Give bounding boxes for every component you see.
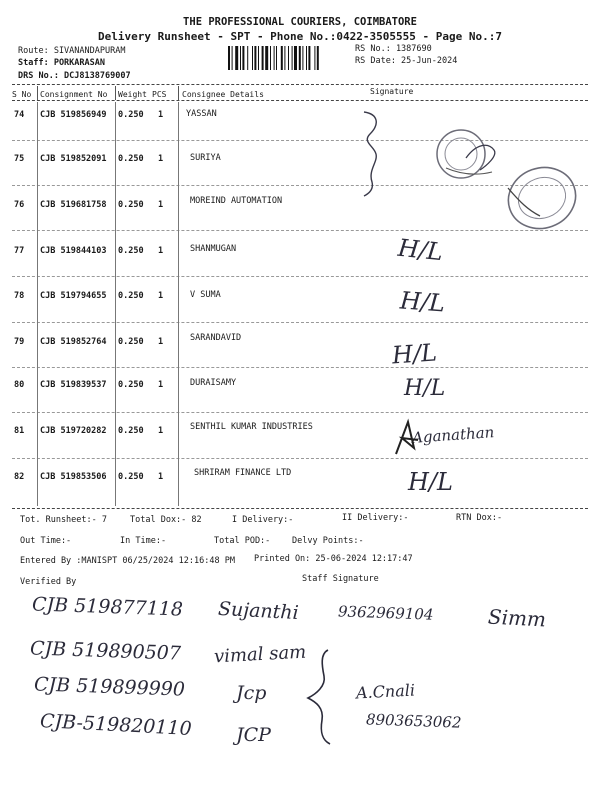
row-weight: 0.250 xyxy=(118,154,144,164)
handwritten-phone-1: 9362969104 xyxy=(337,602,434,624)
handwritten-receiver-sign: A.Cnali xyxy=(355,680,416,703)
row-divider xyxy=(12,322,588,323)
row-sno: 79 xyxy=(14,337,25,347)
footer-rule xyxy=(12,508,588,509)
rtn-dox: RTN Dox:- xyxy=(456,513,503,523)
col-divider xyxy=(37,86,38,100)
handwritten-cjb-2: CJB 519890507 xyxy=(29,637,182,665)
row-weight: 0.250 xyxy=(118,291,144,301)
barcode xyxy=(228,46,346,72)
handwritten-sign-1: Simm xyxy=(487,604,547,632)
rs-number: RS No.: 1387690 xyxy=(355,44,432,54)
verified-by: Verified By xyxy=(20,577,77,587)
row-pcs: 1 xyxy=(158,200,164,210)
handwritten-brace xyxy=(300,646,340,746)
row-divider xyxy=(12,367,588,368)
handwritten-name-4: JCP xyxy=(236,724,271,746)
ii-delivery: II Delivery:- xyxy=(342,513,409,523)
runsheet-subtitle: Delivery Runsheet - SPT - Phone No.:0422-3505555 - Page No.:7 xyxy=(98,30,502,43)
row-consignee: SENTHIL KUMAR INDUSTRIES xyxy=(190,422,313,432)
handwritten-name-1: Sujanthi xyxy=(217,597,300,625)
row-signature: H/L xyxy=(391,338,438,370)
entered-by: Entered By :MANISPT 06/25/2024 12:16:48 PM xyxy=(20,556,235,566)
col-divider xyxy=(37,102,38,506)
staff-label: Staff: PORKARASAN xyxy=(18,58,105,68)
row-signature: H/L xyxy=(399,286,446,318)
row-weight: 0.250 xyxy=(118,200,144,210)
row-pcs: 1 xyxy=(158,110,164,120)
tot-runsheet: Tot. Runsheet:- 7 xyxy=(20,515,107,525)
row-divider xyxy=(12,412,588,413)
row-consignment: CJB 519720282 xyxy=(40,426,107,436)
drs-number: DRS No.: DCJ8138769007 xyxy=(18,71,131,81)
row-weight: 0.250 xyxy=(118,246,144,256)
handwritten-cjb-1: CJB 519877118 xyxy=(31,593,184,621)
route-label: Route: SIVANANDAPURAM xyxy=(18,46,126,56)
row-consignee: SURIYA xyxy=(190,153,221,163)
col-pcs: PCS xyxy=(152,90,167,99)
col-signature: Signature xyxy=(370,87,414,96)
row-consignment: CJB 519794655 xyxy=(40,291,107,301)
col-consignee: Consignee Details xyxy=(182,90,264,99)
company-title: THE PROFESSIONAL COURIERS, COIMBATORE xyxy=(183,16,417,28)
rs-date: RS Date: 25-Jun-2024 xyxy=(355,56,458,66)
col-weight: Weight xyxy=(118,90,147,99)
row-consignment: CJB 519856949 xyxy=(40,110,107,120)
col-divider xyxy=(115,102,116,506)
row-weight: 0.250 xyxy=(118,110,144,120)
row-pcs: 1 xyxy=(158,291,164,301)
row-sno: 76 xyxy=(14,200,25,210)
scribble-mark xyxy=(392,418,422,458)
handwritten-cjb-3: CJB 519899990 xyxy=(33,673,186,701)
row-consignment: CJB 519681758 xyxy=(40,200,107,210)
row-weight: 0.250 xyxy=(118,426,144,436)
handwritten-name-3: Jcp xyxy=(236,682,267,704)
row-sno: 80 xyxy=(14,380,25,390)
row-pcs: 1 xyxy=(158,426,164,436)
row-pcs: 1 xyxy=(158,472,164,482)
row-signature-handwritten: Aganathan xyxy=(411,423,495,447)
handwritten-receiver-phone: 8903653062 xyxy=(365,710,462,732)
handwritten-name-2: vimal sam xyxy=(213,641,307,668)
row-consignment: CJB 519839537 xyxy=(40,380,107,390)
row-divider xyxy=(12,276,588,277)
out-time: Out Time:- xyxy=(20,536,72,546)
row-consignee: MOREIND AUTOMATION xyxy=(190,196,283,206)
col-divider xyxy=(178,86,179,100)
col-divider xyxy=(115,86,116,100)
row-consignment: CJB 519852764 xyxy=(40,337,107,347)
row-consignee: SARANDAVID xyxy=(190,333,242,343)
signature-bracket xyxy=(360,100,390,200)
row-sno: 82 xyxy=(14,472,25,482)
row-signature: H/L xyxy=(396,233,445,267)
row-weight: 0.250 xyxy=(118,472,144,482)
row-consignee: YASSAN xyxy=(186,109,217,119)
row-sno: 81 xyxy=(14,426,25,436)
row-consignee: SHANMUGAN xyxy=(190,244,237,254)
row-sno: 78 xyxy=(14,291,25,301)
row-divider xyxy=(12,458,588,459)
row-signature: H/L xyxy=(404,376,446,401)
row-pcs: 1 xyxy=(158,246,164,256)
row-consignment: CJB 519844103 xyxy=(40,246,107,256)
delvy-points: Delvy Points:- xyxy=(292,536,364,546)
company-seal xyxy=(500,158,585,238)
col-divider xyxy=(178,102,179,506)
col-consignment: Consignment No xyxy=(40,90,108,99)
row-pcs: 1 xyxy=(158,380,164,390)
staff-signature-label: Staff Signature xyxy=(302,574,379,584)
row-pcs: 1 xyxy=(158,154,164,164)
col-sno: S No xyxy=(12,90,32,99)
row-weight: 0.250 xyxy=(118,337,144,347)
row-sno: 75 xyxy=(14,154,25,164)
total-dox: Total Dox:- 82 xyxy=(130,515,202,525)
in-time: In Time:- xyxy=(120,536,167,546)
row-weight: 0.250 xyxy=(118,380,144,390)
handwritten-cjb-4: CJB-519820110 xyxy=(39,710,193,740)
row-consignment: CJB 519852091 xyxy=(40,154,107,164)
row-sno: 77 xyxy=(14,246,25,256)
row-consignment: CJB 519853506 xyxy=(40,472,107,482)
i-delivery: I Delivery:- xyxy=(232,515,294,525)
total-pod: Total POD:- xyxy=(214,536,271,546)
header-bottom-rule xyxy=(12,100,588,101)
header-top-rule xyxy=(12,84,588,85)
courier-stamp xyxy=(426,124,506,194)
row-consignee: SHRIRAM FINANCE LTD xyxy=(194,468,292,478)
printed-on: Printed On: 25-06-2024 12:17:47 xyxy=(254,554,413,564)
row-pcs: 1 xyxy=(158,337,164,347)
row-consignee: V SUMA xyxy=(190,290,221,300)
row-consignee: DURAISAMY xyxy=(190,378,237,388)
row-sno: 74 xyxy=(14,110,25,120)
row-signature: H/L xyxy=(408,468,453,496)
